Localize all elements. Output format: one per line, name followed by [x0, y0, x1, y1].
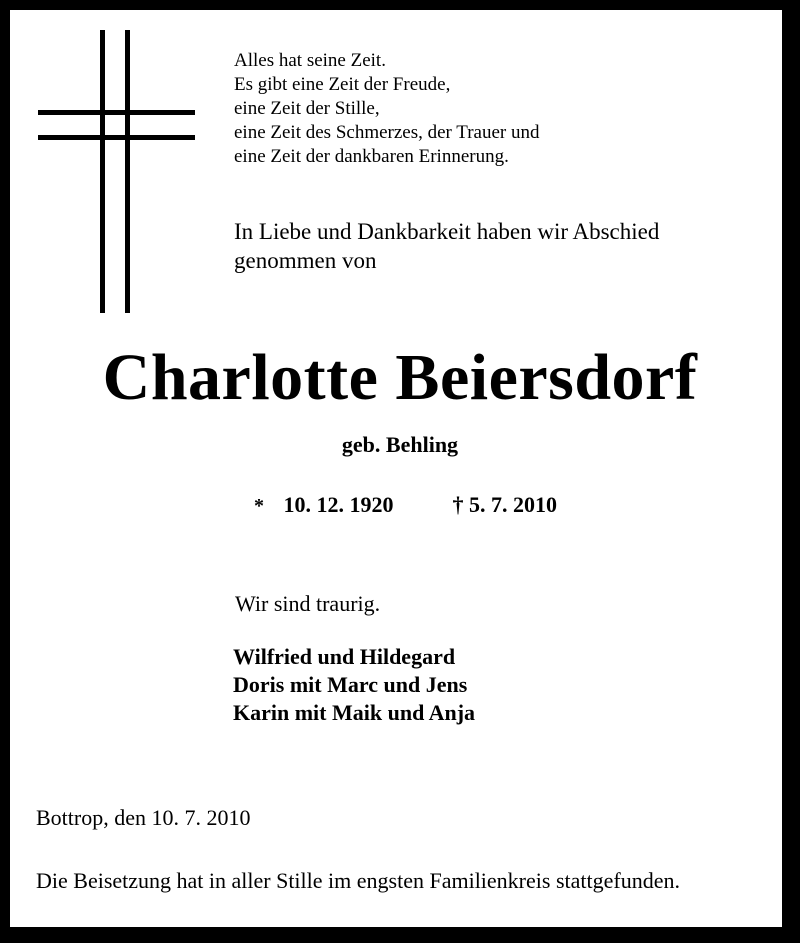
- death-cross-icon: †: [452, 492, 464, 517]
- maiden-name: geb. Behling: [341, 432, 459, 457]
- cross-horizontal-bar-top: [38, 110, 195, 115]
- death-date: 5. 7. 2010: [469, 492, 557, 517]
- mourning-statement: Wir sind traurig.: [235, 591, 381, 616]
- poem: [234, 49, 540, 169]
- place-and-date: Bottrop, den 10. 7. 2010: [36, 805, 251, 830]
- birth-star-icon: *: [254, 495, 264, 517]
- cross-icon: [38, 30, 198, 320]
- farewell-intro-line: In Liebe und Dankbarkeit haben wir Abschied: [234, 219, 660, 244]
- poem-line: eine Zeit des Schmerzes, der Trauer und: [234, 122, 540, 143]
- poem-line: Alles hat seine Zeit.: [234, 50, 386, 71]
- cross-vertical-bar-right: [125, 30, 130, 313]
- poem-line: eine Zeit der Stille,: [234, 98, 380, 119]
- farewell-intro-line: genommen von: [234, 248, 377, 273]
- poem-line: Es gibt eine Zeit der Freude,: [234, 74, 451, 95]
- mourner-entry: Wilfried und Hildegard: [233, 644, 456, 669]
- deceased-name: Charlotte Beiersdorf: [102, 341, 698, 414]
- mourner-list: [233, 643, 475, 727]
- burial-note: Die Beisetzung hat in aller Stille im engsten Familienkreis stattgefunden.: [36, 868, 680, 893]
- farewell-intro: [234, 217, 754, 275]
- birth-date: 10. 12. 1920: [283, 492, 394, 517]
- cross-vertical-bar-left: [100, 30, 105, 313]
- mourner-entry: Karin mit Maik und Anja: [233, 700, 476, 725]
- obituary-notice: [10, 10, 782, 927]
- life-dates: [254, 492, 557, 518]
- poem-line: eine Zeit der dankbaren Erinnerung.: [234, 146, 509, 167]
- cross-horizontal-bar-bottom: [38, 135, 195, 140]
- mourner-entry: Doris mit Marc und Jens: [233, 672, 468, 697]
